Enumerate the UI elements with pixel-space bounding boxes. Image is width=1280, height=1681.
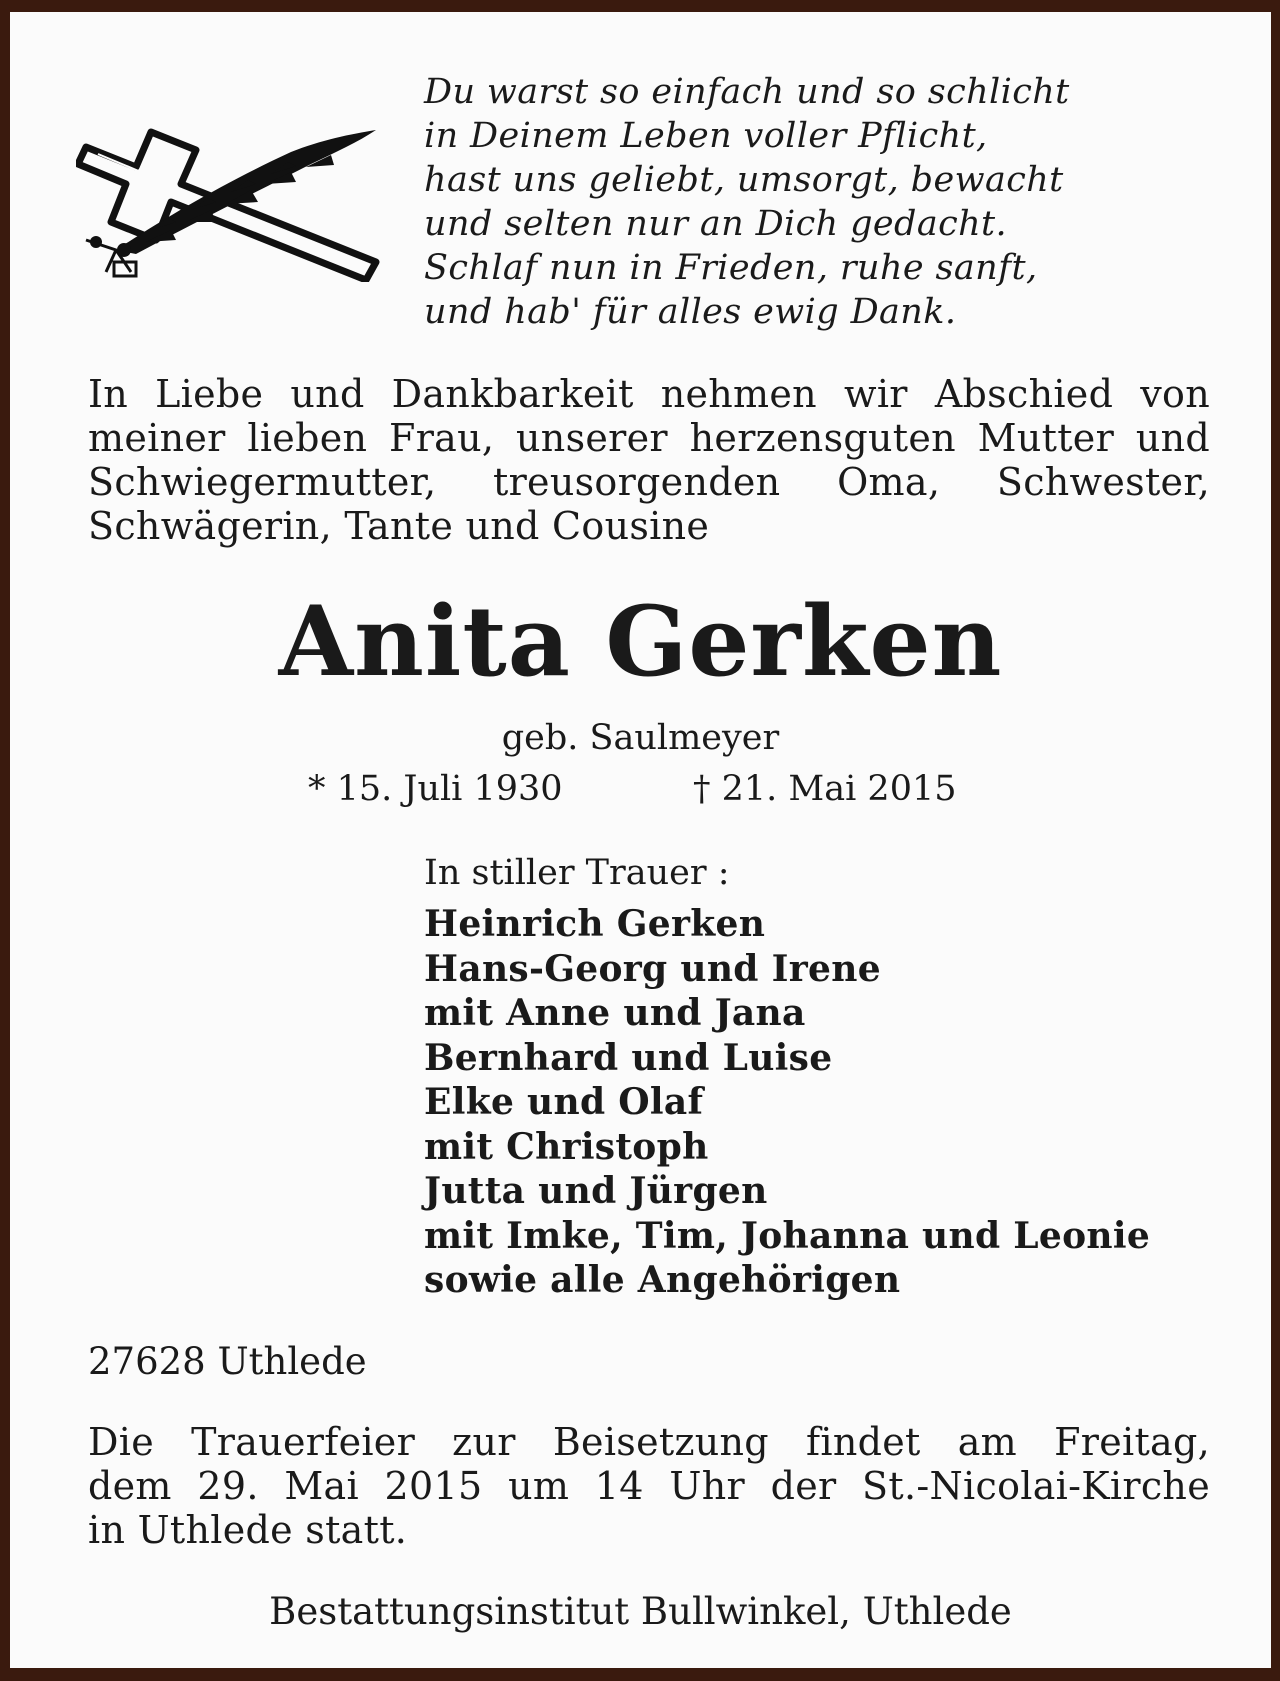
service-line: in Uthlede statt. [88, 1508, 408, 1552]
poem-line: hast uns geliebt, umsorgt, bewacht [424, 160, 1064, 200]
deceased-name: Anita Gerken [278, 585, 1003, 698]
place-line: 27628 Uthlede [88, 1340, 367, 1383]
poem-line: Schlaf nun in Frieden, ruhe sanft, [424, 248, 1038, 288]
mourner-line: mit Imke, Tim, Johanna und Leonie [424, 1214, 1151, 1257]
death-date: † 21. Mai 2015 [693, 769, 957, 809]
farewell-line: meiner lieben Frau, unserer herzensguten Mutter und [88, 416, 1210, 460]
obituary-notice [10, 12, 1271, 1668]
service-line: dem 29. Mai 2015 um 14 Uhr der St.-Nicolai-Kirche [88, 1464, 1210, 1508]
poem-line: und hab' für alles ewig Dank. [424, 292, 957, 332]
service-line: Die Trauerfeier zur Beisetzung findet am Freitag, [88, 1420, 1210, 1464]
farewell-line: Schwiegermutter, treusorgenden Oma, Schwester, [88, 460, 1210, 504]
poem-line: Du warst so einfach und so schlicht [424, 72, 1070, 112]
funeral-service-paragraph [88, 1420, 1210, 1552]
mourner-line: Elke und Olaf [424, 1081, 704, 1123]
mourner-line: sowie alle Angehörigen [424, 1259, 901, 1301]
cross-with-palm-branch-icon [76, 122, 406, 282]
farewell-line: Schwägerin, Tante und Cousine [88, 504, 710, 548]
funeral-home: Bestattungsinstitut Bullwinkel, Uthlede [269, 1590, 1012, 1633]
mourner-line: Hans-Georg und Irene [424, 947, 881, 990]
birth-name: geb. Saulmeyer [501, 718, 780, 758]
memorial-poem [424, 70, 1070, 334]
farewell-line: In Liebe und Dankbarkeit nehmen wir Abschied von [88, 372, 1210, 416]
mourner-line: mit Anne und Jana [424, 992, 806, 1034]
poem-line: in Deinem Leben voller Pflicht, [424, 116, 988, 156]
mourner-line: Bernhard und Luise [424, 1036, 833, 1079]
mourning-heading: In stiller Trauer : [424, 853, 730, 893]
poem-line: und selten nur an Dich gedacht. [424, 204, 1008, 244]
mourner-line: mit Christoph [424, 1125, 709, 1168]
mourner-line: Jutta und Jürgen [424, 1170, 768, 1212]
mourners-list [424, 902, 1150, 1303]
farewell-paragraph [88, 372, 1210, 548]
birth-date: * 15. Juli 1930 [308, 769, 563, 809]
mourner-line: Heinrich Gerken [424, 903, 766, 945]
life-dates [308, 768, 957, 810]
